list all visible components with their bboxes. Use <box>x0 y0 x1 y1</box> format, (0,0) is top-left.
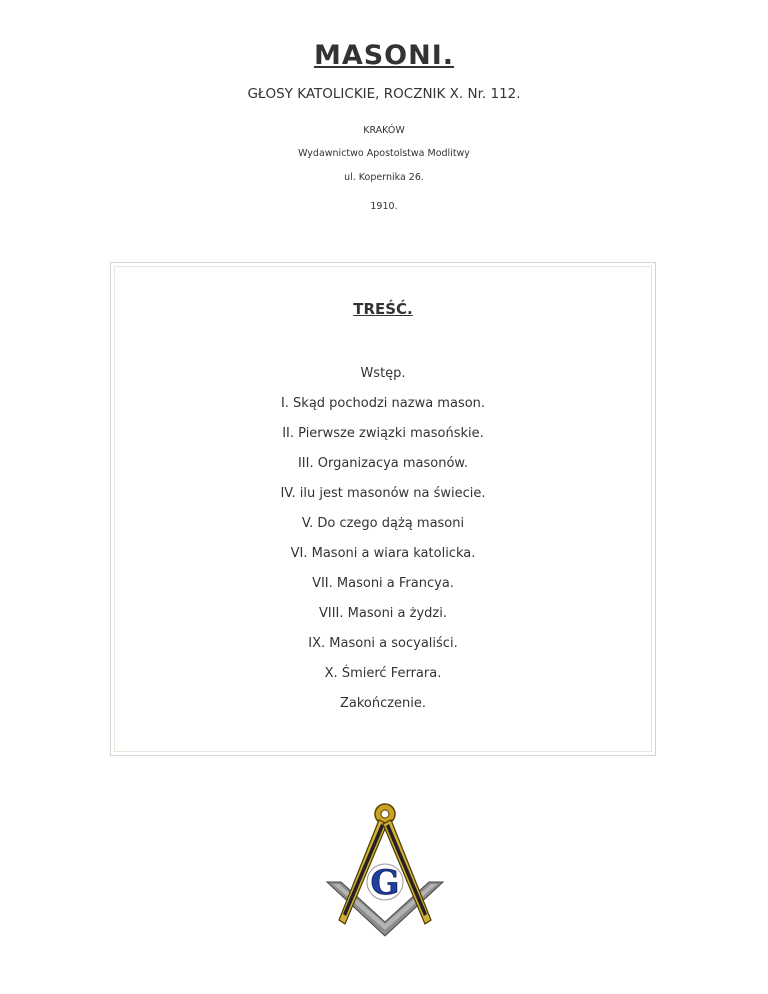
toc-item-5: V. Do czego dążą masoni <box>301 516 465 531</box>
table-of-contents-box <box>110 262 656 756</box>
toc-item-3: III. Organizacya masonów. <box>297 456 469 471</box>
toc-item-10: X. Śmierć Ferrara. <box>324 666 442 681</box>
document-title: MASONI. <box>313 40 455 71</box>
toc-item-conclusion: Zakończenie. <box>339 696 427 711</box>
square-and-compasses-icon <box>325 800 445 940</box>
series-subtitle: GŁOSY KATOLICKIE, ROCZNIK X. Nr. 112. <box>247 86 521 102</box>
toc-item-2: II. Pierwsze związki masońskie. <box>282 426 484 441</box>
toc-item-4: IV. ilu jest masonów na świecie. <box>280 486 486 501</box>
toc-item-6: VI. Masoni a wiara katolicka. <box>290 546 476 561</box>
emblem-letter: G <box>370 863 400 903</box>
toc-item-intro: Wstęp. <box>360 366 406 381</box>
toc-item-7: VII. Masoni a Francya. <box>312 576 454 591</box>
toc-item-8: VIII. Masoni a żydzi. <box>319 606 447 621</box>
toc-title: TREŚĆ. <box>353 300 413 318</box>
toc-item-1: I. Skąd pochodzi nazwa mason. <box>280 396 486 411</box>
publication-year: 1910. <box>370 201 398 212</box>
publisher-name: Wydawnictwo Apostolstwa Modlitwy <box>298 148 470 159</box>
toc-item-9: IX. Masoni a socyaliści. <box>308 636 458 651</box>
publisher-address: ul. Kopernika 26. <box>344 172 424 183</box>
publication-city: KRAKÓW <box>363 125 405 136</box>
